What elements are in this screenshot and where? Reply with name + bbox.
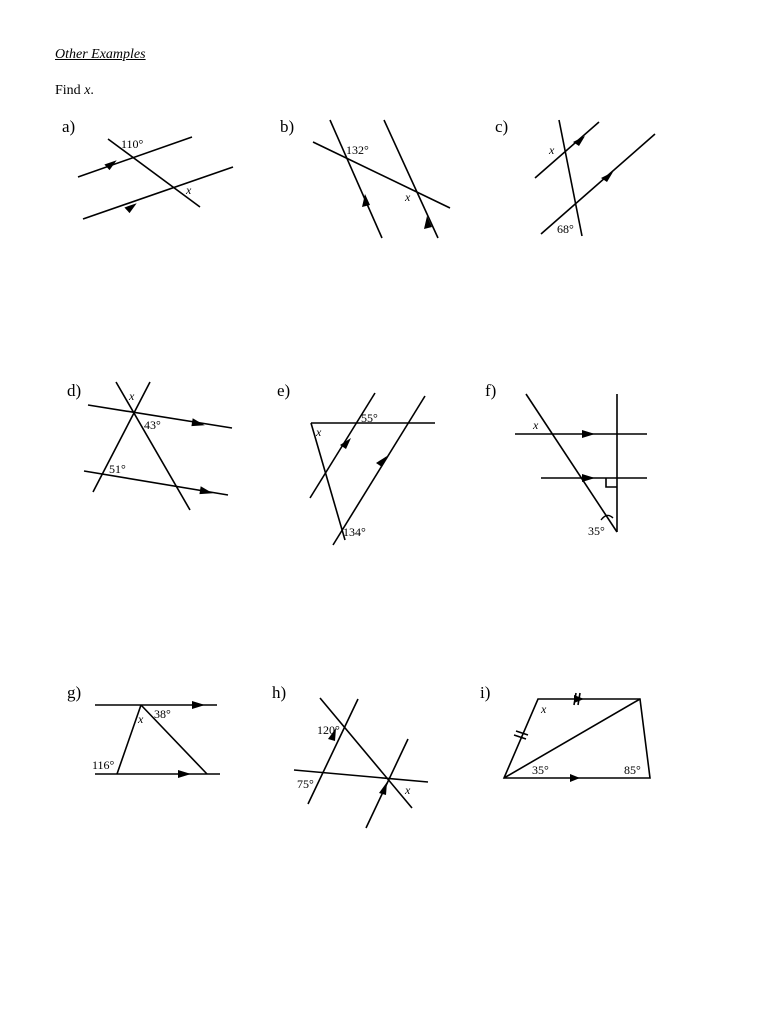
angle-label: 51° <box>109 462 126 476</box>
diagram-d <box>65 380 275 540</box>
problem-c <box>493 112 703 272</box>
transversal-1 <box>116 382 190 510</box>
angle-label: 132° <box>346 143 369 157</box>
parallel-line-2 <box>333 396 425 545</box>
parallel-line-2 <box>366 739 408 828</box>
problem-b <box>278 112 488 272</box>
right-angle-marker <box>606 478 617 487</box>
problem-label: b) <box>280 117 295 136</box>
angle-label: 35° <box>588 524 605 538</box>
angle-label: 68° <box>557 222 574 236</box>
problem-label: d) <box>67 381 82 400</box>
angle-label: 85° <box>624 763 641 777</box>
arrow-icon <box>582 430 595 438</box>
angle-label: 35° <box>532 763 549 777</box>
instruction-suffix: . <box>90 83 94 98</box>
arrow-icon <box>570 774 580 782</box>
triangle-side-2 <box>141 705 207 774</box>
instruction-prefix: Find <box>55 83 85 98</box>
problem-label: f) <box>485 381 497 400</box>
angle-label: x <box>316 425 322 439</box>
arrow-icon <box>124 203 139 214</box>
angle-label: x <box>405 190 411 204</box>
tick-mark <box>578 693 580 705</box>
angle-label: x <box>549 143 555 157</box>
angle-label: x <box>533 418 539 432</box>
problem-g <box>65 682 275 842</box>
transversal <box>320 698 412 808</box>
angle-label: 75° <box>297 777 314 791</box>
diagram-f <box>483 380 693 540</box>
problem-h <box>270 682 480 842</box>
arrow-icon <box>178 770 191 778</box>
parallel-line-1 <box>535 122 599 178</box>
angle-label: x <box>405 783 411 797</box>
problem-e <box>275 380 485 540</box>
triangle-side <box>311 423 345 540</box>
angle-label: 110° <box>121 137 144 151</box>
transversal <box>559 120 582 236</box>
angle-label: 43° <box>144 418 161 432</box>
angle-label: 120° <box>317 723 340 737</box>
horizontal-line <box>294 770 428 782</box>
arrow-icon <box>199 486 213 496</box>
instruction-text <box>55 83 94 99</box>
arrow-icon <box>582 474 595 482</box>
angle-label: x <box>138 712 144 726</box>
transversal <box>526 394 617 532</box>
problem-d <box>65 380 275 540</box>
angle-label: x <box>541 702 547 716</box>
diagram-i <box>478 682 688 842</box>
angle-label: 55° <box>361 411 378 425</box>
problem-label: i) <box>480 683 491 702</box>
instruction-variable: x <box>84 83 91 98</box>
problem-label: a) <box>62 117 76 136</box>
arrow-icon <box>192 701 205 709</box>
problem-label: e) <box>277 381 291 400</box>
parallel-line-1 <box>330 120 382 238</box>
arrow-icon <box>379 782 387 795</box>
page-heading: Other Examples <box>55 47 146 62</box>
diagram-e <box>275 380 485 540</box>
angle-label: 116° <box>92 758 115 772</box>
diagram-g <box>65 682 275 842</box>
angle-label: 38° <box>154 707 171 721</box>
tick-mark <box>574 693 576 705</box>
transversal <box>313 142 450 208</box>
problem-label: h) <box>272 683 287 702</box>
tick-mark <box>514 735 526 739</box>
arrow-icon <box>573 136 585 146</box>
problem-i <box>478 682 688 842</box>
problem-f <box>483 380 693 540</box>
angle-label: x <box>129 389 135 403</box>
problem-label: g) <box>67 683 82 702</box>
angle-label: x <box>186 183 192 197</box>
parallel-line-2 <box>541 134 655 234</box>
problem-a <box>60 112 270 272</box>
angle-label: 134° <box>343 525 366 539</box>
problem-label: c) <box>495 117 509 136</box>
diagram-c <box>493 112 703 272</box>
arrow-icon <box>104 160 119 171</box>
diagram-a <box>60 112 270 272</box>
diagram-h <box>270 682 480 842</box>
diagram-b <box>278 112 488 272</box>
parallel-line-2 <box>384 120 438 238</box>
parallel-line-2 <box>83 167 233 219</box>
